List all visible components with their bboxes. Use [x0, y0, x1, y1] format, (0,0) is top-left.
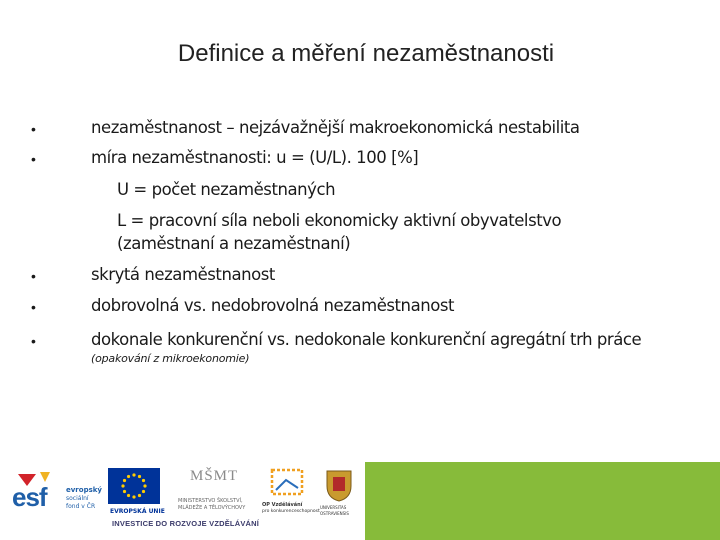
- bullet-marker: •: [31, 121, 36, 137]
- esf-text-line: fond v ČR: [66, 503, 96, 510]
- university-text-line: OSTRAVIENSIS: [320, 511, 349, 516]
- footer-caption: INVESTICE DO ROZVOJE VZDĚLÁVÁNÍ: [112, 519, 260, 528]
- bullet-marker: •: [31, 268, 36, 284]
- bullet-subitem: L = pracovní síla neboli ekonomicky aktivní obyvatelstvo: [117, 211, 562, 230]
- bullet-marker: •: [31, 151, 36, 167]
- esf-text-line: sociální: [66, 495, 89, 502]
- bullet-item: skrytá nezaměstnanost: [91, 265, 275, 284]
- op-logo-graphic: [262, 466, 316, 500]
- msmt-text-line: MINISTERSTVO ŠKOLSTVÍ,: [178, 498, 243, 504]
- university-crest-icon: [324, 468, 354, 502]
- eu-stars-icon: [108, 468, 160, 504]
- esf-logo: [10, 468, 102, 520]
- bullet-marker: •: [31, 333, 36, 349]
- bullet-item: míra nezaměstnanosti: u = (U/L). 100 [%]: [91, 148, 419, 167]
- msmt-text-line: MLÁDEŽE A TĚLOVÝCHOVY: [178, 505, 246, 511]
- eu-caption: EVROPSKÁ UNIE: [110, 508, 165, 515]
- footer-logo-strip: [0, 462, 365, 540]
- bullet-subitem: (zaměstnaní a nezaměstnaní): [117, 234, 351, 253]
- university-logo: [320, 468, 360, 520]
- slide-title: Definice a měření nezaměstnanosti: [177, 40, 555, 67]
- op-text-line: pro konkurenceschopnost: [262, 509, 320, 514]
- bullet-item: nezaměstnanost – nejzávažnější makroekonomická nestabilita: [91, 118, 580, 137]
- note-text: (opakování z mikroekonomie): [91, 352, 250, 365]
- op-text-line: OP Vzdělávání: [262, 502, 303, 508]
- footer-green-band: [365, 462, 720, 540]
- university-text-line: UNIVERSITAS: [320, 505, 347, 510]
- op-logo: [262, 466, 320, 518]
- msmt-mark: MŠMT: [190, 468, 239, 484]
- esf-mark: esf: [12, 482, 47, 512]
- eu-flag: [108, 468, 160, 504]
- bullet-subitem: U = počet nezaměstnaných: [117, 180, 336, 199]
- bullet-item: dobrovolná vs. nedobrovolná nezaměstnanost: [91, 296, 455, 315]
- esf-text-line: evropský: [66, 486, 102, 494]
- bullet-marker: •: [31, 299, 36, 315]
- bullet-item: dokonale konkurenční vs. nedokonale konkurenční agregátní trh práce: [91, 330, 642, 349]
- eu-logo: [108, 466, 165, 518]
- msmt-logo: [178, 466, 250, 518]
